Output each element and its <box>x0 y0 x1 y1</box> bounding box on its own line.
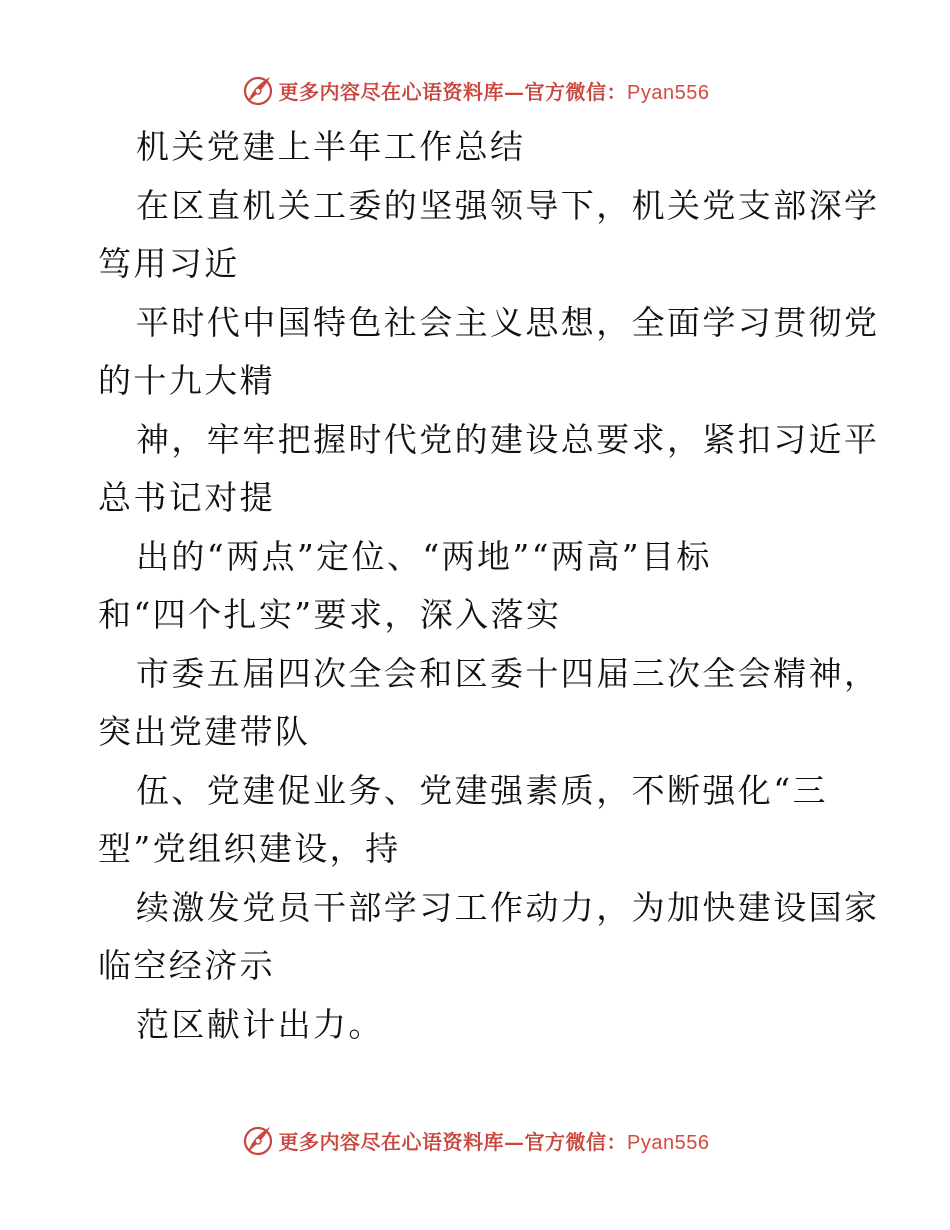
text-line: 平时代中国特色社会主义思想，全面学习贯彻党 <box>136 302 880 342</box>
text-line: 笃用习近 <box>98 244 240 283</box>
text-line: 神，牢牢把握时代党的建设总要求，紧扣习近平 <box>136 419 880 459</box>
document-body <box>98 118 880 1054</box>
text-line: 临空经济示 <box>98 946 275 985</box>
quill-logo-icon <box>241 1123 275 1157</box>
text-line: 型”党组织建设，持 <box>98 829 401 868</box>
header-wechat-id: Pyan556 <box>627 81 710 104</box>
header-banner <box>0 70 950 110</box>
footer-banner-text: 更多内容尽在心语资料库—官方微信：Pyan556 <box>278 1129 710 1154</box>
footer-banner <box>0 1120 950 1160</box>
header-banner-text: 更多内容尽在心语资料库—官方微信：Pyan556 <box>278 79 710 104</box>
text-line: 在区直机关工委的坚强领导下，机关党支部深学 <box>136 185 880 225</box>
text-line: 和“四个扎实”要求，深入落实 <box>98 595 562 634</box>
quill-logo-icon <box>241 73 275 107</box>
text-line: 总书记对提 <box>98 478 275 517</box>
document-title: 机关党建上半年工作总结 <box>136 127 526 166</box>
text-line: 市委五届四次全会和区委十四届三次全会精神， <box>136 653 880 693</box>
text-line: 出的“两点”定位、“两地”“两高”目标 <box>136 536 712 576</box>
text-line: 续激发党员干部学习工作动力，为加快建设国家 <box>136 887 880 927</box>
text-line: 突出党建带队 <box>98 712 311 751</box>
footer-wechat-id: Pyan556 <box>627 1131 710 1154</box>
text-line: 范区献计出力。 <box>136 1004 384 1044</box>
text-line: 的十九大精 <box>98 361 275 400</box>
text-line: 伍、党建促业务、党建强素质，不断强化“三 <box>136 770 828 810</box>
